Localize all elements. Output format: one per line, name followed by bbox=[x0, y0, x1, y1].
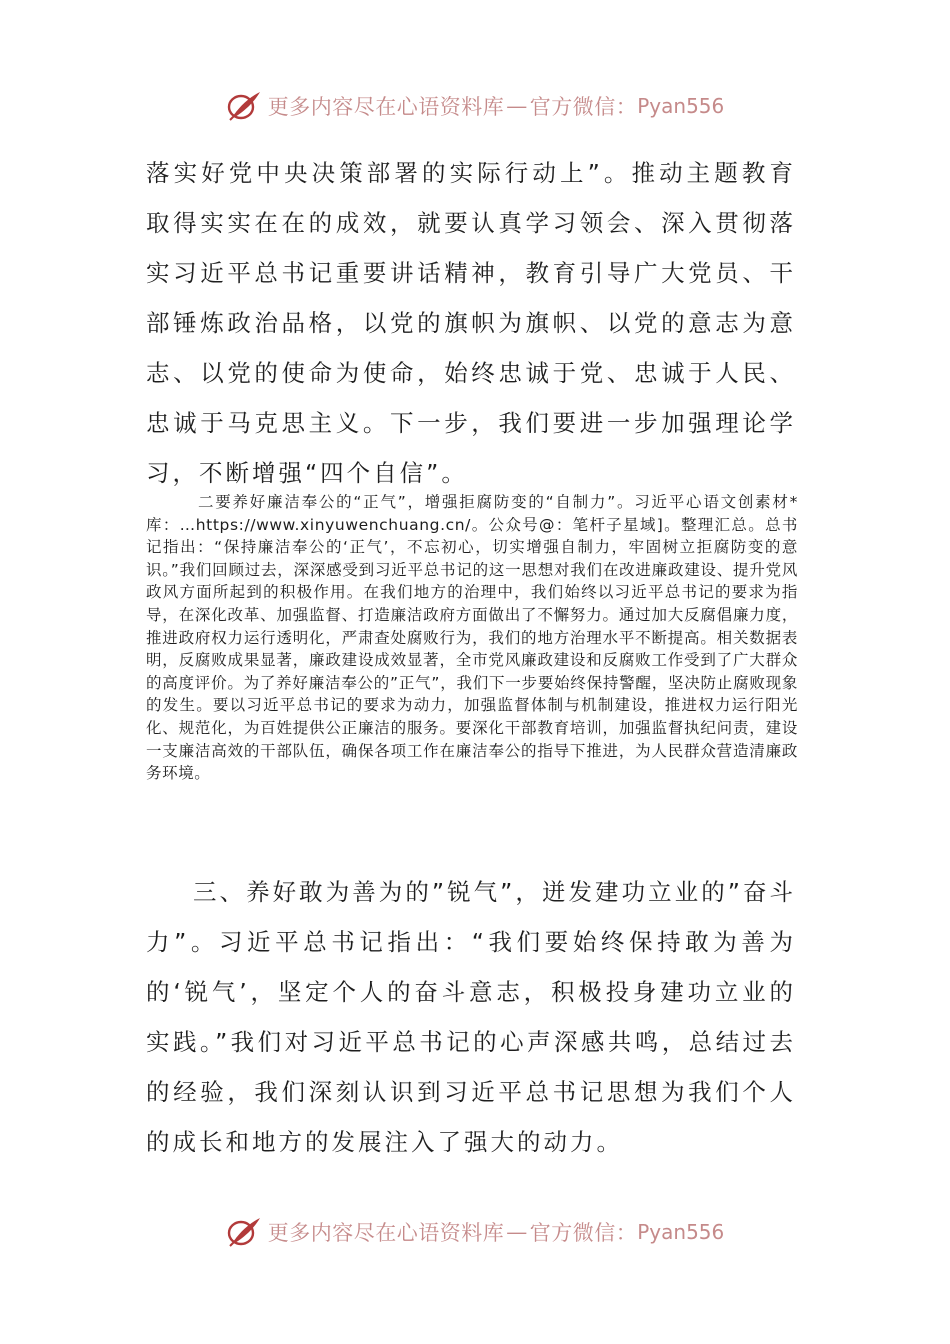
banner-official-label: 官方微信： bbox=[529, 95, 638, 119]
banner-official-label: 官方微信： bbox=[529, 1221, 638, 1245]
banner-separator: — bbox=[506, 94, 528, 118]
banner-text: 更多内容尽在心语资料库 bbox=[267, 1221, 505, 1245]
banner-wechat-id: Pyan556 bbox=[637, 94, 725, 118]
body-paragraph-3: 三、养好敢为善为的”锐气”，迸发建功立业的”奋斗力”。习近平总书记指出：“我们要始终保持敢为善为的‘锐气’，坚定个人的奋斗意志，积极投身建功立业的实践。”我们对习近平总书记的心声深感共鸣，总结过去的经验，我们深刻认识到习近平总书记思想为我们个人的成长和地方的发展注入了强大的动力。 bbox=[146, 878, 796, 1156]
banner-separator: — bbox=[506, 1220, 528, 1244]
body-paragraph-1: 落实好党中央决策部署的实际行动上”。推动主题教育取得实实在在的成效，就要认真学习领会、深入贯彻落实习近平总书记重要讲话精神，教育引导广大党员、干部锤炼政治品格，以党的旗帜为旗帜、以党的意志为意志、以党的使命为使命，始终忠诚于党、忠诚于人民、忠诚于马克思主义。下一步，我们要进一步加强理论学习，不断增强“四个自信”。 bbox=[146, 159, 796, 487]
footer-banner bbox=[0, 1212, 950, 1252]
banner-text: 更多内容尽在心语资料库 bbox=[267, 95, 505, 119]
quill-pen-logo-icon bbox=[226, 90, 262, 122]
body-paragraph-2: 二要养好廉洁奉公的“正气”，增强拒腐防变的“自制力”。习近平心语文创素材*库：…https://www.xinyuwenchuang.cn/。公众号@：笔杆子星域]。整理汇总。总书记指出：“保持廉洁奉公的‘正气’，不忘初心，切实增强自制力，牢固树立拒腐防变的意识。”我们回顾过去，深深感受到习近平总书记的这一思想对我们在改进廉政建设、提升党风政风方面所起到的积极作用。在我们地方的治理中，我们始终以习近平总书记的要求为指导，在深化改革、加强监督、打造廉洁政府方面做出了不懈努力。通过加大反腐倡廉力度，推进政府权力运行透明化，严肃查处腐败行为，我们的地方治理水平不断提高。相关数据表明，反腐败成果显著，廉政建设成效显著，全市党风廉政建设和反腐败工作受到了广大群众的高度评价。为了养好廉洁奉公的”正气”，我们下一步要始终保持警醒，坚决防止腐败现象的发生。要以习近平总书记的要求为动力，加强监督体制与机制建设，推进权力运行阳光化、规范化，为百姓提供公正廉洁的服务。要深化干部教育培训，加强监督执纪问责，建设一支廉洁高效的干部队伍，确保各项工作在廉洁奉公的指导下推进，为人民群众营造清廉政务环境。 bbox=[146, 493, 798, 783]
quill-pen-logo-icon bbox=[226, 1216, 262, 1248]
banner-wechat-id: Pyan556 bbox=[637, 1220, 725, 1244]
header-banner bbox=[0, 86, 950, 126]
